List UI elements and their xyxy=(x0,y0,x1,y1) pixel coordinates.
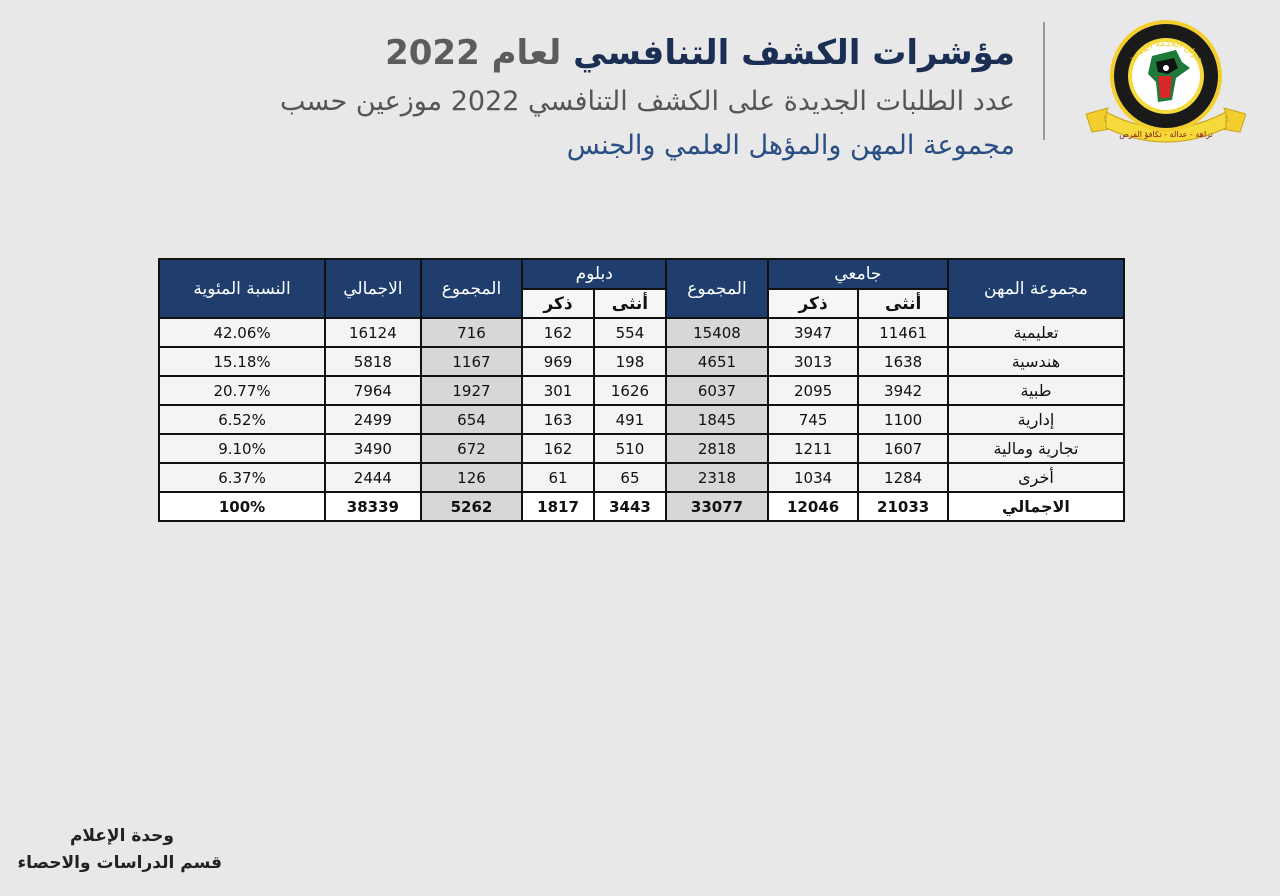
cell-percent: 9.10% xyxy=(159,434,325,463)
cell-group: إدارية xyxy=(948,405,1124,434)
cell-dip-female: 1626 xyxy=(594,376,666,405)
header-university: جامعي xyxy=(768,259,948,289)
cell-uni-female: 11461 xyxy=(858,318,948,347)
cell-dip-male: 61 xyxy=(522,463,593,492)
cell-uni-female: 1284 xyxy=(858,463,948,492)
cell-percent: 6.52% xyxy=(159,405,325,434)
header-divider xyxy=(1043,22,1045,140)
cell-uni-male: 12046 xyxy=(768,492,859,521)
cell-group: الاجمالي xyxy=(948,492,1124,521)
cell-uni-female: 21033 xyxy=(858,492,948,521)
cell-uni-sum: 2818 xyxy=(666,434,768,463)
cell-total: 2444 xyxy=(325,463,421,492)
cell-dip-male: 1817 xyxy=(522,492,593,521)
cell-dip-male: 969 xyxy=(522,347,593,376)
subtitle-line-1: عدد الطلبات الجديدة على الكشف التنافسي 2022 موزعين حسب xyxy=(280,86,1015,117)
table-row xyxy=(159,318,1124,347)
cell-dip-male: 163 xyxy=(522,405,593,434)
cell-uni-female: 1607 xyxy=(858,434,948,463)
civil-service-bureau-logo xyxy=(1086,16,1246,156)
cell-group: طبية xyxy=(948,376,1124,405)
table-row xyxy=(159,347,1124,376)
header-group: مجموعة المهن xyxy=(948,259,1124,318)
table-row xyxy=(159,405,1124,434)
cell-dip-sum: 716 xyxy=(421,318,523,347)
cell-uni-sum: 15408 xyxy=(666,318,768,347)
cell-dip-female: 491 xyxy=(594,405,666,434)
cell-dip-male: 162 xyxy=(522,434,593,463)
cell-uni-sum: 1845 xyxy=(666,405,768,434)
header-university-sum: المجموع xyxy=(666,259,768,318)
page-title xyxy=(195,28,1015,78)
cell-dip-sum: 1927 xyxy=(421,376,523,405)
cell-uni-male: 1211 xyxy=(768,434,859,463)
header-diploma-male: ذكر xyxy=(522,289,593,318)
cell-total: 38339 xyxy=(325,492,421,521)
header-university-male: ذكر xyxy=(768,289,859,318)
header-diploma-female: أنثى xyxy=(594,289,666,318)
table-total-row xyxy=(159,492,1124,521)
cell-uni-sum: 4651 xyxy=(666,347,768,376)
table-row xyxy=(159,463,1124,492)
cell-total: 16124 xyxy=(325,318,421,347)
cell-percent: 100% xyxy=(159,492,325,521)
header-total: الاجمالي xyxy=(325,259,421,318)
title-year: لعام 2022 xyxy=(385,33,562,73)
cell-uni-male: 2095 xyxy=(768,376,859,405)
cell-dip-sum: 5262 xyxy=(421,492,523,521)
title-strong: مؤشرات الكشف التنافسي xyxy=(573,33,1015,73)
cell-percent: 15.18% xyxy=(159,347,325,376)
cell-dip-female: 198 xyxy=(594,347,666,376)
cell-percent: 42.06% xyxy=(159,318,325,347)
cell-uni-male: 3013 xyxy=(768,347,859,376)
cell-group: هندسية xyxy=(948,347,1124,376)
footer-unit: وحدة الإعلام xyxy=(69,826,174,846)
table-row xyxy=(159,376,1124,405)
cell-dip-sum: 126 xyxy=(421,463,523,492)
header-diploma-sum: المجموع xyxy=(421,259,523,318)
cell-dip-sum: 672 xyxy=(421,434,523,463)
cell-uni-male: 3947 xyxy=(768,318,859,347)
footer-department: قسم الدراسات والاحصاء xyxy=(17,853,222,873)
applications-table xyxy=(158,258,1125,522)
cell-total: 2499 xyxy=(325,405,421,434)
cell-uni-male: 1034 xyxy=(768,463,859,492)
header-diploma: دبلوم xyxy=(522,259,666,289)
footer-credits xyxy=(12,823,222,877)
cell-dip-sum: 1167 xyxy=(421,347,523,376)
cell-dip-male: 301 xyxy=(522,376,593,405)
header-university-female: أنثى xyxy=(858,289,948,318)
cell-dip-female: 554 xyxy=(594,318,666,347)
cell-uni-sum: 6037 xyxy=(666,376,768,405)
cell-total: 5818 xyxy=(325,347,421,376)
table-row xyxy=(159,434,1124,463)
svg-text:نزاهة - عدالة - تكافؤ الفرص: نزاهة - عدالة - تكافؤ الفرص xyxy=(1119,130,1213,139)
cell-uni-male: 745 xyxy=(768,405,859,434)
cell-dip-female: 510 xyxy=(594,434,666,463)
cell-dip-female: 3443 xyxy=(594,492,666,521)
cell-uni-female: 1638 xyxy=(858,347,948,376)
cell-dip-sum: 654 xyxy=(421,405,523,434)
cell-percent: 6.37% xyxy=(159,463,325,492)
cell-uni-sum: 33077 xyxy=(666,492,768,521)
cell-uni-female: 3942 xyxy=(858,376,948,405)
page-header xyxy=(195,28,1015,168)
cell-group: تعليمية xyxy=(948,318,1124,347)
cell-dip-male: 162 xyxy=(522,318,593,347)
cell-total: 3490 xyxy=(325,434,421,463)
cell-group: تجارية ومالية xyxy=(948,434,1124,463)
subtitle-line-2: مجموعة المهن والمؤهل العلمي والجنس xyxy=(566,130,1015,161)
cell-group: أخرى xyxy=(948,463,1124,492)
cell-dip-female: 65 xyxy=(594,463,666,492)
svg-text:ديوان الخدمة المدنية: ديوان الخدمة المدنية xyxy=(1127,38,1205,65)
cell-uni-female: 1100 xyxy=(858,405,948,434)
cell-uni-sum: 2318 xyxy=(666,463,768,492)
header-percent: النسبة المئوية xyxy=(159,259,325,318)
cell-percent: 20.77% xyxy=(159,376,325,405)
cell-total: 7964 xyxy=(325,376,421,405)
